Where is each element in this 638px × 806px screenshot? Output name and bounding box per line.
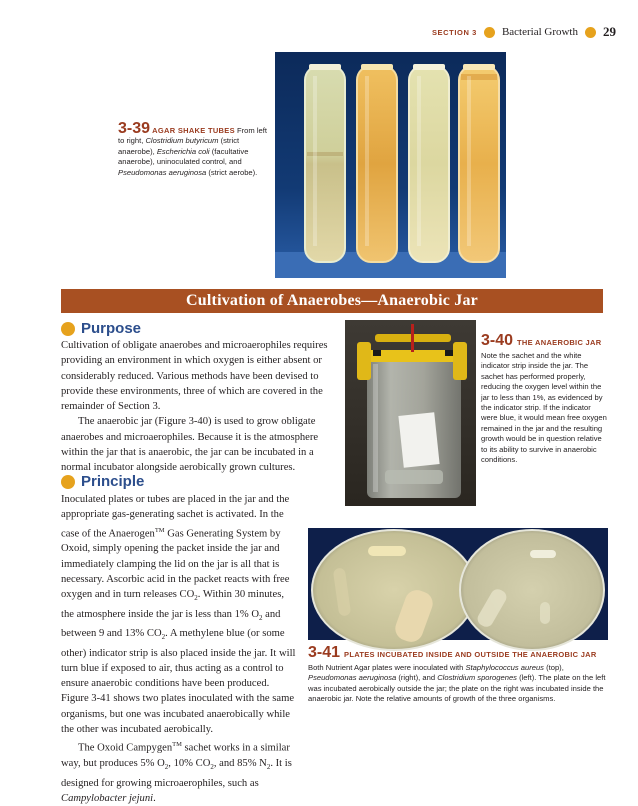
principle-heading-text: Principle <box>81 473 145 490</box>
purpose-heading <box>61 320 141 337</box>
text: Inoculated plates or tubes are placed in the jar and the appropriate gas-generating sachet is activated. In the case of the Anaerogen <box>61 494 290 540</box>
text: , and 85% N <box>213 758 267 770</box>
chapter-title: Bacterial Growth <box>501 26 578 38</box>
trademark: TM <box>172 741 182 749</box>
organism-name: Clostridium sporogenes <box>437 673 517 683</box>
section-banner <box>61 289 603 313</box>
organism-name: Staphylococcus aureus <box>465 663 544 672</box>
purpose-heading-text: Purpose <box>81 320 142 337</box>
caption-text: (strict anaerobe), <box>118 136 240 156</box>
trademark: TM <box>154 526 165 534</box>
principle-paragraph-2 <box>61 737 297 806</box>
principle-heading <box>61 473 144 490</box>
purpose-body <box>61 338 333 476</box>
bullet-dot-icon <box>61 322 75 336</box>
page-dot-icon <box>585 27 596 38</box>
subscript: 2 <box>266 763 271 772</box>
purpose-paragraph-1: Cultivation of obligate anaerobes and microaerophiles requires providing an environment in which oxygen is either absent or considerably reduced. Various methods have been devised to provide these environments, three of which are covered in the remainder of Section 3. <box>61 340 328 413</box>
figure-3-39-caption <box>118 120 270 178</box>
figure-3-41-caption <box>308 644 608 705</box>
text: The Oxoid Campygen <box>78 742 173 754</box>
caption-text: (left). The plate on the left was incubated aerobically outside the jar; the plate on the right was incubated inside the anaerobic jar. Note the relative amounts of growth of the three organisms. <box>308 673 606 704</box>
bullet-dot-icon <box>61 475 75 489</box>
text: , 10% CO <box>168 758 211 770</box>
purpose-paragraph-2: The anaerobic jar (Figure 3-40) is used to grow obligate anaerobes and microaerophiles. Because it is the atmosphere within the jar that is anaerobic, the jar can be incubated in a normal incubator alongside aerobically grown cultures. <box>61 416 319 474</box>
running-head <box>432 24 616 40</box>
anaerobic-jar-photo <box>345 320 476 506</box>
text: Gas Generating System by Oxoid, simply opening the packet inside the jar and immediately clamping the lid on the jar is all that is necessary. Ascorbic acid in the packet reacts with free oxygen and in turn releases CO <box>61 528 290 601</box>
caption-text: (right), and <box>396 673 438 683</box>
subscript: 2 <box>161 633 166 642</box>
figure-3-40-caption <box>481 332 609 465</box>
text: and between 9 and 13% CO <box>61 608 281 640</box>
figure-number: 3-40 <box>481 332 514 349</box>
section-label: SECTION 3 <box>431 27 477 37</box>
text: sachet works in a similar way, but produces 5% O <box>61 742 290 770</box>
figure-3-41-caption-text <box>308 663 608 705</box>
figure-number: 3-41 <box>308 644 341 661</box>
section-dot-icon <box>484 27 495 38</box>
organism-name: Clostridium butyricum <box>145 136 219 146</box>
subscript: 2 <box>259 613 263 622</box>
caption-text: (facultative anaerobe), uninoculated control, and <box>118 146 249 167</box>
caption-text: From left to right, <box>118 126 267 146</box>
organism-name: Escherichia coli <box>156 146 210 156</box>
agar-shake-tubes-photo <box>275 52 506 278</box>
page-number: 29 <box>603 24 616 39</box>
figure-title: AGAR SHAKE TUBES <box>152 126 235 135</box>
text: . It is designed for growing microaerophiles, such as <box>61 758 292 789</box>
figure-number: 3-39 <box>118 120 151 137</box>
figure-title: THE ANAEROBIC JAR <box>517 338 602 347</box>
principle-paragraph-1 <box>61 492 297 737</box>
banner-title: Cultivation of Anaerobes—Anaerobic Jar <box>186 292 478 309</box>
organism-name: Pseudomonas aeruginosa <box>308 673 397 683</box>
organism-name: Campylobacter jejuni <box>61 792 154 804</box>
text: . A methylene blue (or some other) indicator strip is also placed inside the jar. It will turn blue if exposed to air, thus acting as a control to ensure anaerobic conditions have been produced. Figure 3-41 shows two plates inoculated with the same organisms, but one was incubated anaerobically while the other was incubated aerobically. <box>61 628 296 736</box>
text: . Within 30 minutes, the atmosphere inside the jar is less than 1% O <box>61 589 284 620</box>
caption-text: Both Nutrient Agar plates were inoculated with <box>308 663 466 672</box>
subscript: 2 <box>164 763 169 772</box>
organism-name: Pseudomonas aeruginosa <box>118 167 207 177</box>
caption-text: (top), <box>543 663 564 672</box>
text: . <box>153 792 156 804</box>
figure-3-40-caption-text: Note the sachet and the white indicator strip inside the jar. The sachet has performed properly, reducing the oxygen level within the jar to less than 1%, as evidenced by the indicator strip. If the indicator were blue, it would mean free oxygen remained in the jar and the resulting growth would be in question relative to its ability to survive in anaerobic conditions. <box>481 351 607 465</box>
principle-body <box>61 492 297 806</box>
subscript: 2 <box>210 763 214 772</box>
subscript: 2 <box>194 594 198 603</box>
figure-title: PLATES INCUBATED INSIDE AND OUTSIDE THE ANAEROBIC JAR <box>344 650 597 659</box>
figure-3-39-caption-text <box>118 120 270 178</box>
agar-plates-photo <box>308 528 608 640</box>
caption-text: (strict aerobe). <box>206 167 258 177</box>
